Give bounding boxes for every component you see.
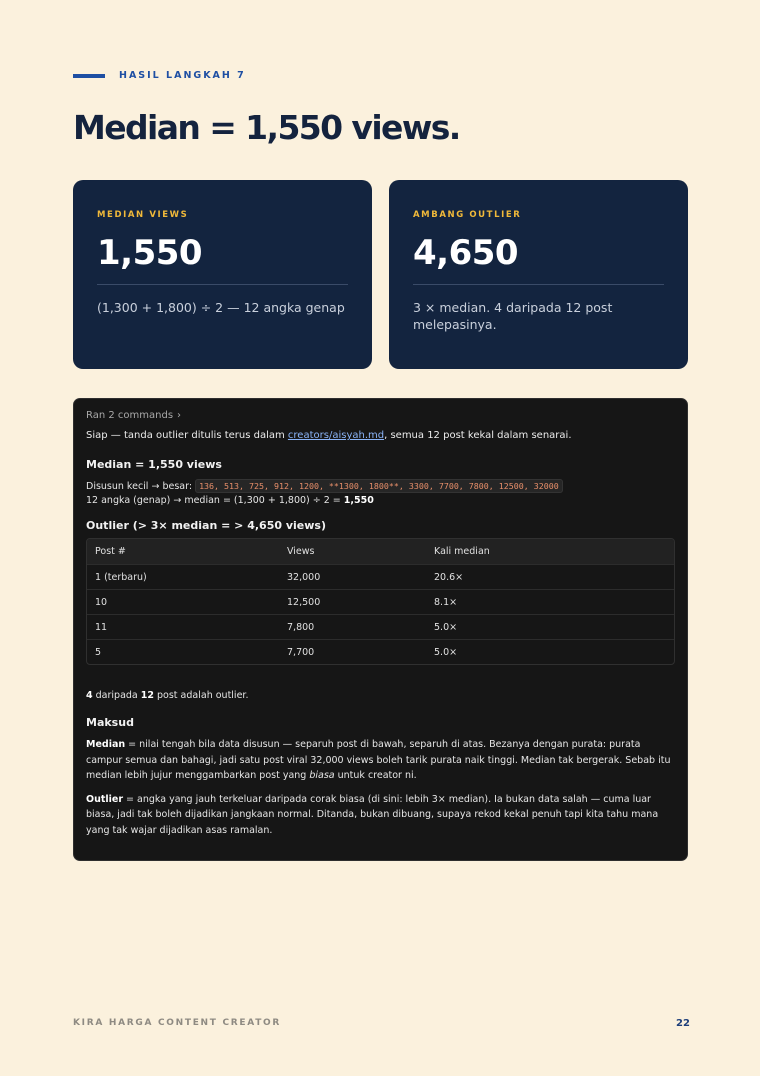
median-views-card xyxy=(73,180,372,369)
chevron-right-icon: › xyxy=(177,410,182,421)
cell-post: 11 xyxy=(95,621,108,633)
cell-multiple: 8.1× xyxy=(434,596,458,608)
card-label: AMBANG OUTLIER xyxy=(413,210,522,220)
maksud-heading: Maksud xyxy=(86,716,134,729)
sorted-label: Disusun kecil → besar: xyxy=(86,481,196,492)
outlier-threshold-card xyxy=(389,180,688,369)
outlier-heading: Outlier (> 3× median = > 4,650 views) xyxy=(86,519,326,532)
intro-post: , semua 12 post kekal dalam senarai. xyxy=(384,430,572,441)
header-views: Views xyxy=(287,546,315,557)
table-row xyxy=(87,589,674,614)
footer-title: KIRA HARGA CONTENT CREATOR xyxy=(73,1018,282,1028)
outlier-table xyxy=(86,538,675,665)
eyebrow-text: HASIL LANGKAH 7 xyxy=(119,70,246,81)
card-divider xyxy=(97,284,348,285)
sorted-values-line xyxy=(86,479,675,494)
summary-total: 12 xyxy=(140,690,154,701)
summary-count: 4 xyxy=(86,690,93,701)
ran-commands-label: Ran 2 commands xyxy=(86,410,174,421)
sorted-values-code: 136, 513, 725, 912, 1200, **1300, 1800**, 3300, 7700, 7800, 12500, 32000 xyxy=(195,479,563,493)
section-eyebrow xyxy=(73,70,246,81)
cell-post: 1 (terbaru) xyxy=(95,571,147,583)
cell-views: 7,800 xyxy=(287,621,315,633)
cell-views: 32,000 xyxy=(287,571,321,583)
page-title: Median = 1,550 views. xyxy=(73,108,460,147)
summary-post: post adalah outlier. xyxy=(154,690,249,701)
median-heading: Median = 1,550 views xyxy=(86,458,222,471)
outlier-text: = angka yang jauh terkeluar daripada corak biasa (di sini: lebih 3× median). Ia bukan data salah — cuma luar biasa, jadi tak boleh dijadikan jangkaan normal. Ditanda, bukan dibuang, supaya rekod kekal penuh tapi kita tahu mana yang tak wajar dijadikan asas ramalan. xyxy=(86,793,659,836)
assistant-output-panel xyxy=(73,398,688,861)
cell-post: 5 xyxy=(95,646,102,658)
card-divider xyxy=(413,284,664,285)
header-post: Post # xyxy=(95,546,126,557)
cell-multiple: 5.0× xyxy=(434,621,458,633)
card-value: 4,650 xyxy=(413,233,519,273)
median-text-b: untuk creator ni. xyxy=(334,770,417,781)
file-link[interactable]: creators/aisyah.md xyxy=(287,430,385,441)
outlier-summary xyxy=(86,690,675,701)
calc-text: 12 angka (genap) → median = (1,300 + 1,800) ÷ 2 = xyxy=(86,495,344,506)
card-value: 1,550 xyxy=(97,233,203,273)
card-description: 3 × median. 4 daripada 12 post melepasinya. xyxy=(413,300,613,332)
cell-views: 12,500 xyxy=(287,596,321,608)
cell-post: 10 xyxy=(95,596,108,608)
table-row xyxy=(87,639,674,664)
outlier-definition xyxy=(86,792,675,839)
table-row xyxy=(87,614,674,639)
intro-text xyxy=(86,429,675,443)
median-italic: biasa xyxy=(309,770,335,781)
calc-result: 1,550 xyxy=(343,495,374,506)
card-label: MEDIAN VIEWS xyxy=(97,210,189,220)
summary-mid: daripada xyxy=(92,690,141,701)
intro-pre: Siap — tanda outlier ditulis terus dalam xyxy=(86,430,288,441)
cell-multiple: 5.0× xyxy=(434,646,458,658)
card-description: (1,300 + 1,800) ÷ 2 — 12 angka genap xyxy=(97,300,345,315)
eyebrow-accent-bar xyxy=(73,74,105,78)
median-text-a: = nilai tengah bila data disusun — separuh post di bawah, separuh di atas. Bezanya dengan purata: purata campur semua dan bahagi, jadi satu post viral 32,000 views boleh tarik purata naik tinggi. Median tak bergerak. Sebab itu median lebih jujur menggambarkan post yang xyxy=(86,739,671,781)
ran-commands-toggle[interactable] xyxy=(86,410,675,421)
cell-views: 7,700 xyxy=(287,646,315,658)
page-number: 22 xyxy=(676,1018,690,1029)
median-calculation xyxy=(86,494,675,508)
cell-multiple: 20.6× xyxy=(434,571,464,583)
header-multiple: Kali median xyxy=(434,546,490,557)
outlier-term: Outlier xyxy=(86,793,124,805)
median-term: Median xyxy=(86,739,126,750)
table-row xyxy=(87,564,674,589)
median-definition xyxy=(86,737,675,784)
table-header-row xyxy=(87,539,674,564)
